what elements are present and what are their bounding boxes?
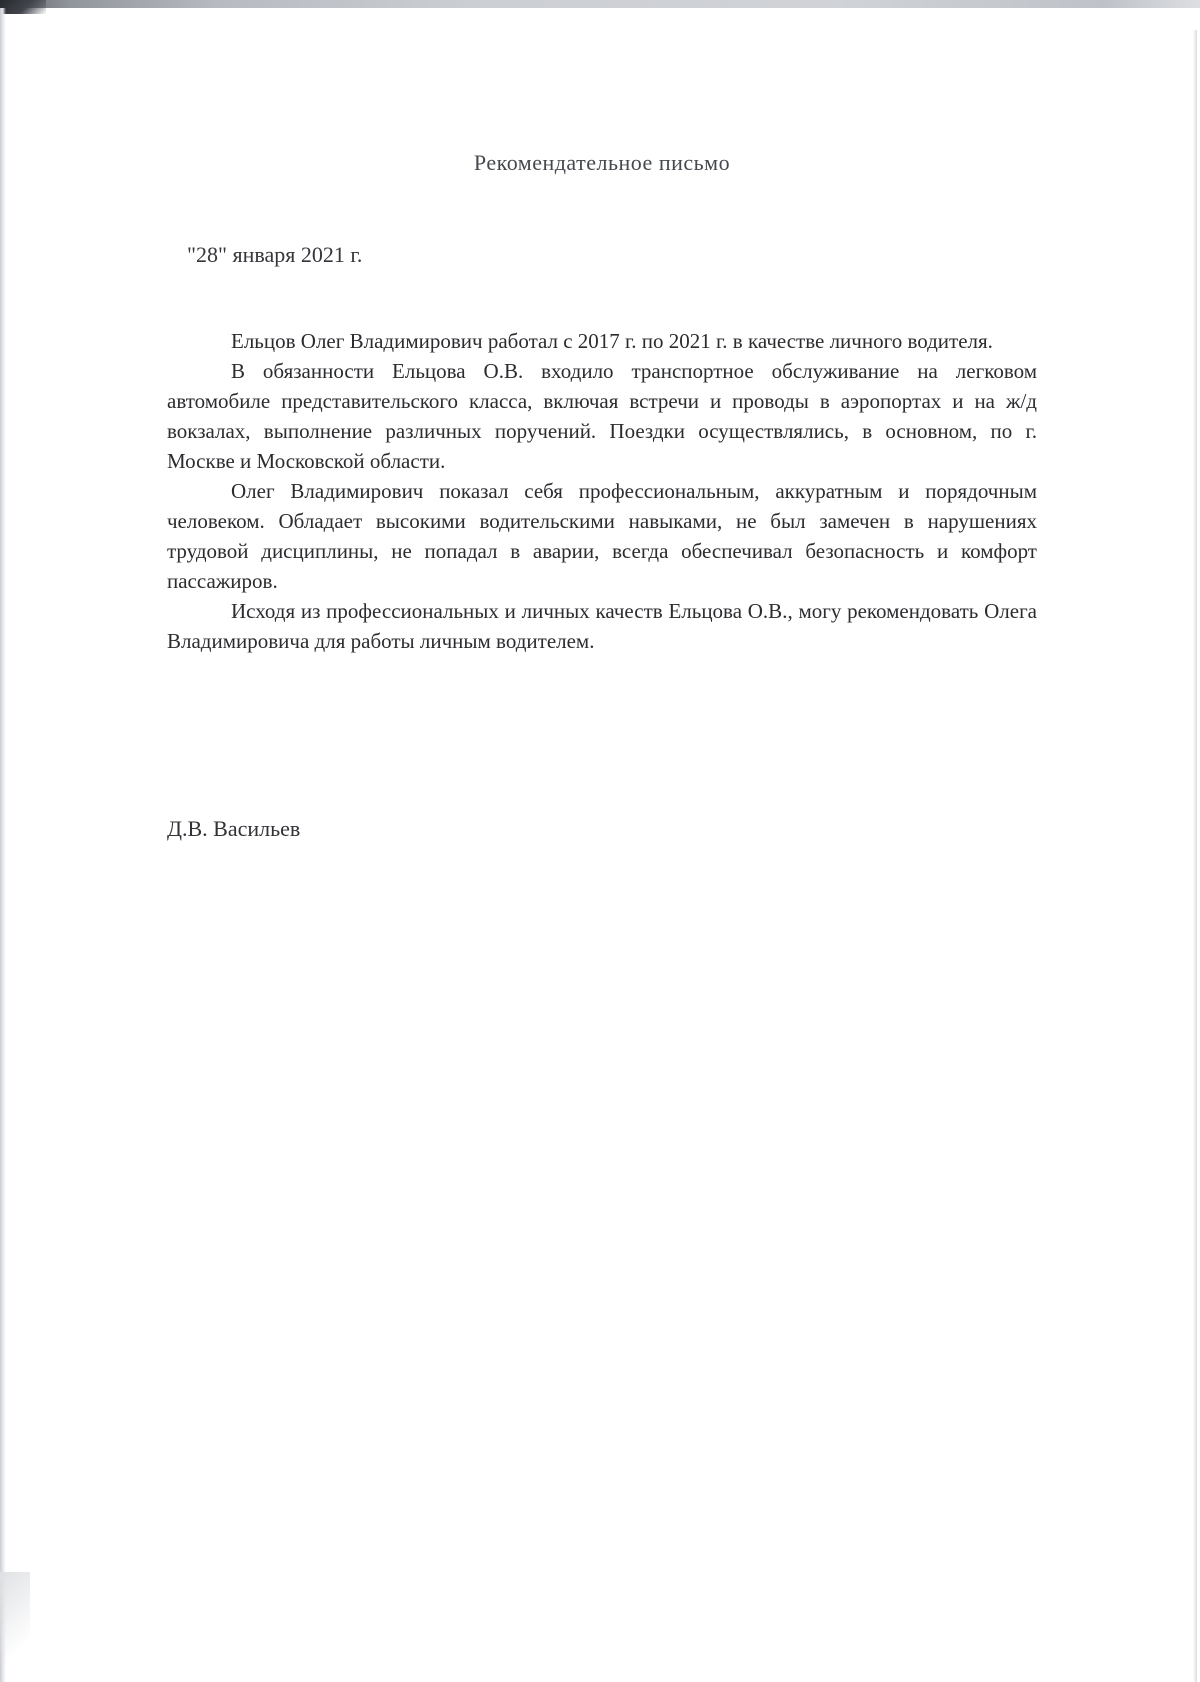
letter-title: Рекомендательное письмо	[473, 150, 731, 175]
letter-paragraph-3: Олег Владимирович показал себя профессиональным, аккуратным и порядочным человеком. Обладает высокими водительскими навыками, не был замечен в нарушениях трудовой дисциплины, не попадал в аварии, всегда обеспечивал безопасность и комфорт пассажиров.	[167, 479, 1037, 593]
letter-body	[167, 326, 1037, 656]
letter-paragraph-4: Исходя из профессиональных и личных качеств Ельцова О.В., могу рекомендовать Олега Владимировича для работы личным водителем.	[167, 599, 1037, 653]
letter-paragraph-1: Ельцов Олег Владимирович работал с 2017 г. по 2021 г. в качестве личного водителя.	[231, 329, 993, 353]
letter-paragraph-2: В обязанности Ельцова О.В. входило транспортное обслуживание на легковом автомобиле представительского класса, включая встречи и проводы в аэропортах и на ж/д вокзалах, выполнение различных поручений. Поездки осуществлялись, в основном, по г. Москве и Московской области.	[167, 359, 1037, 473]
letter-date: "28" января 2021 г.	[187, 242, 363, 267]
letter-signature: Д.В. Васильев	[167, 816, 301, 841]
scan-edge-bottomleft	[0, 1572, 30, 1682]
